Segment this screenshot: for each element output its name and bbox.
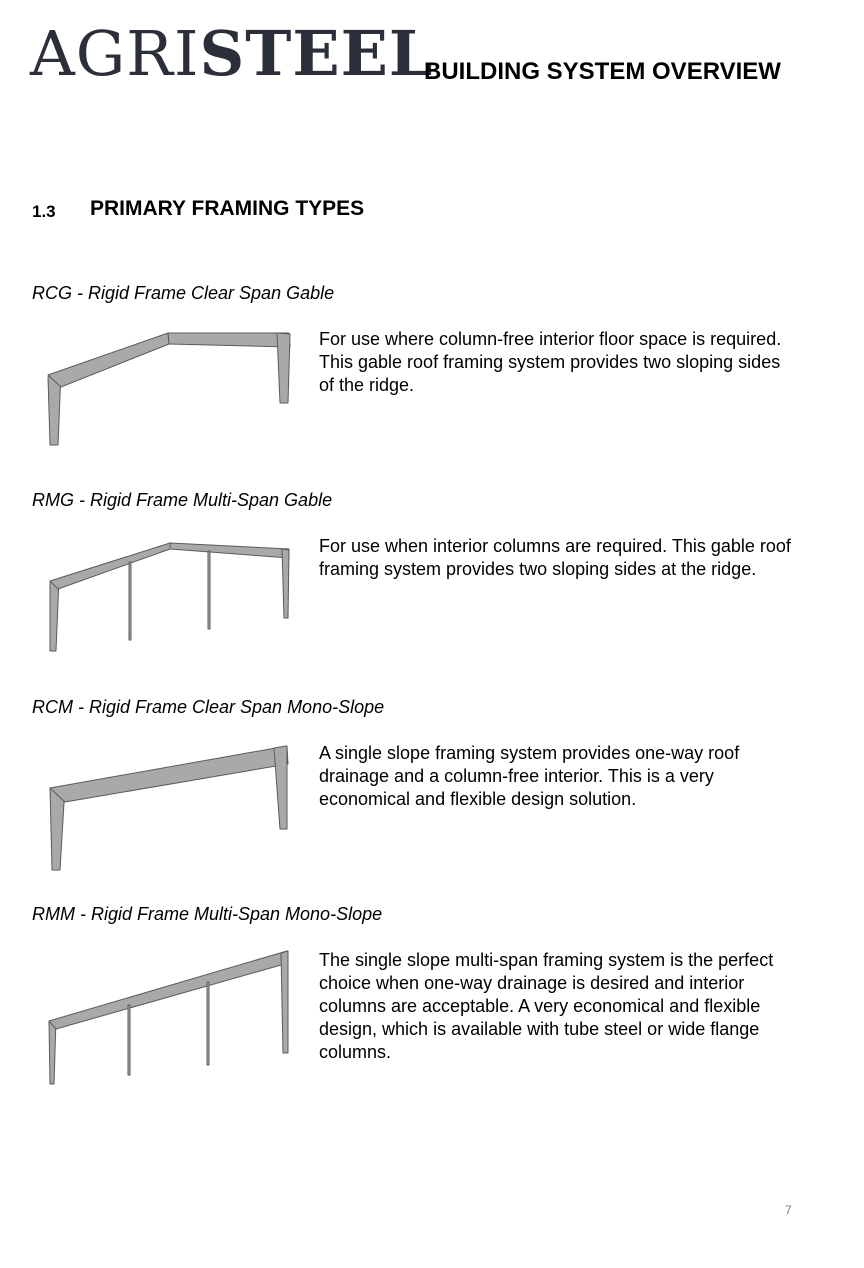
rmg-interior-column-1 [129,562,131,640]
rmg-left-rafter [50,543,170,589]
rcg-right-rafter [168,333,290,347]
framing-type-desc-rcm: A single slope framing system provides one-way roof drainage and a column-free interior. This is a very economical and flexible design solution. [319,743,740,809]
rcm-frame-diagram [40,740,300,875]
rmm-rafter [49,951,288,1029]
rmm-left-column [49,1020,56,1084]
rcg-left-rafter [48,333,169,387]
rmg-right-rafter [170,543,289,558]
rcg-right-column [277,333,290,403]
rmm-interior-column-1 [128,1005,130,1075]
rcm-right-column [274,746,287,829]
rcg-frame-diagram [40,325,300,450]
rmm-right-column [281,951,288,1053]
framing-type-desc-rmm: The single slope multi-span framing system is the perfect choice when one-way drainage is desired and interior columns are acceptable. A very economical and flexible design, which is available with tube steel or wide flange columns. [319,950,774,1062]
framing-type-desc-rcg: For use where column-free interior floor space is required. This gable roof framing system provides two sloping sides of the ridge. [319,329,782,395]
framing-type-title-rmm: RMM - Rigid Frame Multi-Span Mono-Slope [32,904,383,924]
rmg-right-column [282,549,289,618]
rmm-interior-column-2 [207,982,209,1065]
page-number: 7 [785,1203,792,1217]
logo-text-steel: STEEL [199,17,434,90]
rmm-frame-diagram [40,945,300,1090]
section-number: 1.3 [32,202,56,221]
framing-type-title-rcg: RCG - Rigid Frame Clear Span Gable [32,283,335,303]
rmg-interior-column-2 [208,551,210,629]
framing-type-desc-rmg: For use when interior columns are required. This gable roof framing system provides two sloping sides at the ridge. [319,536,791,579]
rmg-frame-diagram [40,535,300,660]
framing-type-title-rcm: RCM - Rigid Frame Clear Span Mono-Slope [32,697,385,717]
section-title: PRIMARY FRAMING TYPES [90,197,365,220]
agristeel-logo [30,17,434,90]
rmg-left-column [50,579,59,651]
logo-text-agri: AGRI [30,17,200,90]
rcm-rafter [50,746,288,802]
framing-type-title-rmg: RMG - Rigid Frame Multi-Span Gable [32,490,333,510]
document-title: BUILDING SYSTEM OVERVIEW [424,58,781,85]
